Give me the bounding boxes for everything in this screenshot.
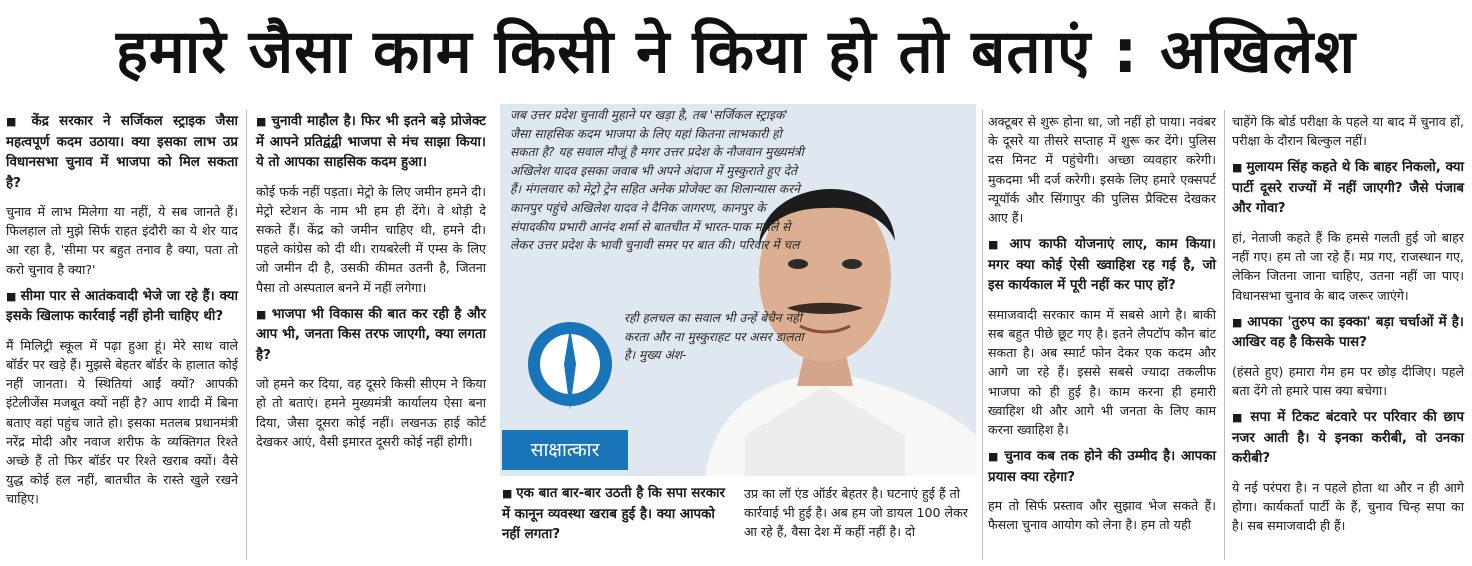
interview-icon — [520, 314, 620, 424]
article-column-2 — [256, 112, 486, 459]
section-tag: साक्षात्कार — [502, 430, 628, 470]
question-1: ■ केंद्र सरकार ने सर्जिकल स्ट्राइक जैसा महत्वपूर्ण कदम उठाया। क्या इसका लाभ उप्र विधानसभा चुनाव में भाजपा को मिल सकता है? — [6, 112, 238, 194]
answer-3: कोई फर्क नहीं पड़ता। मेट्रो के लिए जमीन हमने दी। मेट्रो स्टेशन के नाम भी हम ही देंगे। वे थोड़ी दे सकते हैं। केंद्र को जमीन चाहिए थी, हमने दी। पहले कांग्रेस को दी थी। रायबरेली में एम्स के लिए जो जमीन दी है, उसकी कीमत उतनी है, जितना पैसा तो अस्पताल बनने में नहीं लगेगा। — [256, 183, 486, 295]
question-6: ■ आप काफी योजनाएं लाए, काम किया। मगर क्या कोई ऐसी ख्वाहिश रह गई है, जो इस कार्यकाल में पूरी नहीं कर पाए हों? — [988, 235, 1216, 297]
answer-5: उप्र का लॉ एंड ऑर्डर बेहतर है। घटनाएं हुई हैं तो कार्रवाई भी हुई है। अब हम जो डायल 100 लेकर आ रहे हैं, वैसा देश में कहीं नहीं है। दो — [744, 486, 968, 539]
article-column-1 — [6, 112, 238, 517]
column-divider — [1224, 110, 1225, 560]
question-4: ■ भाजपा भी विकास की बात कर रही है और आप भी, जनता किस तरफ जाएगी, क्या लगता है? — [256, 305, 486, 367]
answer-6: समाजवादी सरकार काम में सबसे आगे है। बाकी सब बहुत पीछे छूट गए है। इतने लैपटॉप कौन बांट सकता है। अब स्मार्ट फोन देकर एक कदम और आगे जा रहे हैं। इससे सबसे ज्यादा तकलीफ भाजपा को ही हुई है। काम करना ही हमारी ख्वाहिश थी और आगे भी जनता के लिए काम करना ख्वाहिश है। — [988, 306, 1216, 437]
intro-text: जब उत्तर प्रदेश चुनावी मुहाने पर खड़ा है, तब 'सर्जिकल स्ट्राइक' जैसा साहसिक कदम भाजपा के लिए यहां कितना लाभकारी हो सकता है? यह सवाल मौजूं है मगर उत्तर प्रदेश के नौजवान मुख्यमंत्री अखिलेश यादव इसका जवाब भी अपने अंदाज में मुस्कुराते हुए देते हैं। मंगलवार को मेट्रो ट्रेन सहित अनेक प्रोजेक्ट का शिलान्यास करने कानपुर पहुंचे अखिलेश यादव ने दैनिक जागरण, कानपुर के संपादकीय प्रभारी आनंद शर्मा से बातचीत में भारत-पाक मसले से लेकर उत्तर प्रदेश के भावी चुनावी समर पर बात की। परिवार में चल — [510, 108, 804, 253]
question-3: ■ चुनावी माहौल है। फिर भी इतने बड़े प्रोजेक्ट में आपने प्रतिद्वंद्वी भाजपा से मंच साझा किया। ये तो आपका साहसिक कदम हुआ। — [256, 112, 486, 174]
below-feature-left — [502, 484, 734, 546]
question-5: ■ एक बात बार-बार उठती है कि सपा सरकार में कानून व्यवस्था खराब हुई है। क्या आपको नहीं लगता? — [502, 484, 734, 546]
answer-4: जो हमने कर दिया, वह दूसरे किसी सीएम ने किया हो तो बताएं। हमने मुख्यमंत्री कार्यालय ऐसा बना दिया, जैसा दूसरा कोई नहीं। लखनऊ हाई कोर्ट देखकर आएं, वैसी इमारत दूसरी कोई नहीं होगी। — [256, 376, 486, 449]
answer-5-cont: अक्टूबर से शुरू होना था, जो नहीं हो पाया। नवंबर के दूसरे या तीसरे सप्ताह में शुरू कर देंगे। पुलिस दस मिनट में पहुंचेगी। अच्छा व्यवहार करेगी। मुकदमा भी दर्ज करेगी। इसके लिए हमारे एक्सपर्ट न्यूयॉर्क और सिंगापुर की पुलिस प्रैक्टिस देखकर आए हैं। — [988, 114, 1216, 226]
question-10: ■ सपा में टिकट बंटवारे पर परिवार की छाप नजर आती है। ये इनका करीबी, वो उनका करीबी? — [1232, 408, 1464, 470]
answer-7-cont: चाहेंगे कि बोर्ड परीक्षा के पहले या बाद में चुनाव हों, परीक्षा के दौरान बिल्कुल नहीं। — [1232, 114, 1464, 149]
question-7: ■ चुनाव कब तक होने की उम्मीद है। आपका प्रयास क्या रहेगा? — [988, 447, 1216, 488]
column-divider — [982, 110, 983, 560]
answer-7: हम तो सिर्फ प्रस्ताव और सुझाव भेज सकते हैं। फैसला चुनाव आयोग को लेना है। हम तो यही — [988, 498, 1216, 533]
below-feature-right — [744, 484, 974, 541]
article-column-5 — [1232, 112, 1464, 543]
answer-9: (हंसते हुए) हमारा गेम हम पर छोड़ दीजिए। पहले बता देंगे तो हमारे पास क्या बचेगा। — [1232, 363, 1464, 398]
answer-10: ये नई परंपरा है। न पहले होता था और न ही आगे होगा। कार्यकर्ता पार्टी के हैं, चुनाव चिन्ह सपा का है। सब समाजवादी ही हैं। — [1232, 479, 1464, 534]
answer-2: मैं मिलिट्री स्कूल में पढ़ा हुआ हूं। मेरे साथ वाले बॉर्डर पर खड़े हैं। मुझसे बेहतर बॉर्डर के हालात कोई नहीं जानता। ये स्थितियां आईं क्यों? आपकी इंटेलीजेंस मजबूत क्यों नहीं है? आप शादी में बिना बताए वहां पहुंच जाते हो। इसका मतलब प्रधानमंत्री नरेंद्र मोदी और नवाज शरीफ के व्यक्तिगत रिश्ते अच्छे हैं तो फिर बॉर्डर पर रिश्ते खराब क्यों। वैसे युद्ध कोई हल नहीं, बातचीत के रास्ते खुले रखने चाहिए। — [6, 337, 238, 507]
headline: हमारे जैसा काम किसी ने किया हो तो बताएं : अखिलेश — [115, 17, 1357, 87]
question-8: ■ मुलायम सिंह कहते थे कि बाहर निकलो, क्या पार्टी दूसरे राज्यों में नहीं जाएगी? जैसे पंजाब और गोवा? — [1232, 158, 1464, 220]
article-column-4 — [988, 112, 1216, 543]
column-divider — [246, 110, 247, 560]
interview-feature-box — [500, 104, 976, 476]
headline-banner — [0, 0, 1472, 104]
answer-8: हां, नेताजी कहते हैं कि हमसे गलती हुई जो बाहर नहीं गए। हम तो जा रहे हैं। मप्र गए, राजस्थान गए, लेकिन जितना जाना चाहिए, उतना नहीं जा पाए। विधानसभा चुनाव के बाद जरूर जाएंगे। — [1232, 229, 1464, 303]
question-2: ■ सीमा पार से आतंकवादी भेजे जा रहे हैं। क्या इसके खिलाफ कार्रवाई नहीं होनी चाहिए थी? — [6, 287, 238, 328]
answer-1: चुनाव में लाभ मिलेगा या नहीं, ये सब जानते हैं। फिलहाल तो मुझे सिर्फ राहत इंदौरी का ये शेर याद आ रहा है, 'सीमा पर बहुत तनाव है क्या, पता तो करो चुनाव है क्या?' — [6, 204, 238, 277]
question-9: ■ आपका 'तुरुप का इक्का' बड़ा चर्चाओं में है। आखिर वह है किसके पास? — [1232, 313, 1464, 354]
intro-text-continued: रही हलचल का सवाल भी उन्हें बेचैन नहीं करता और ना मुस्कुराहट पर असर डालता है। मुख्य अंश- — [624, 311, 804, 363]
